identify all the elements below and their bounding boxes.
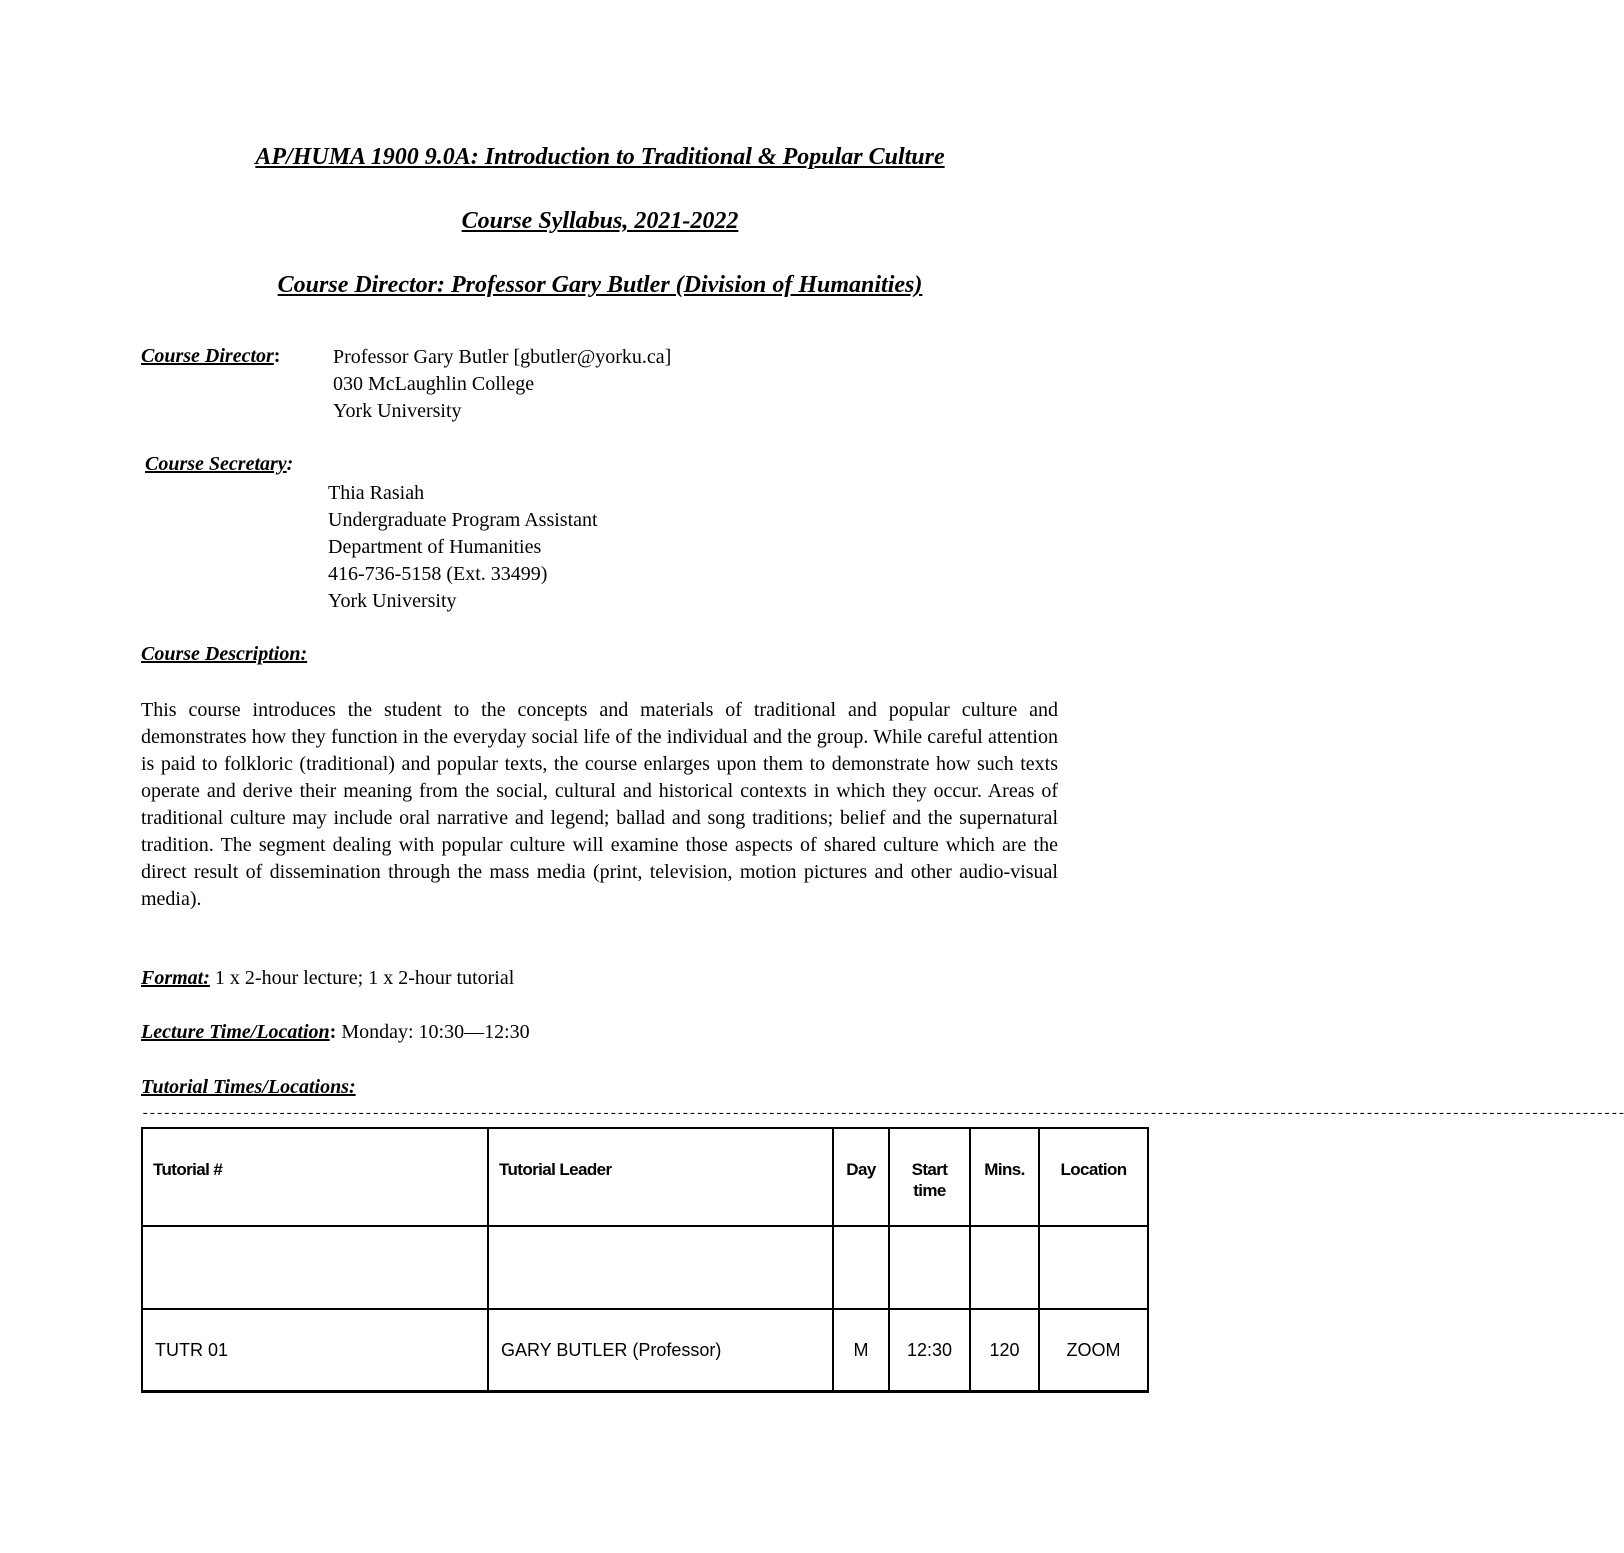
format-value: 1 x 2-hour lecture; 1 x 2-hour tutorial xyxy=(209,967,515,989)
director-name-email: Professor Gary Butler [gbutler@yorku.ca] xyxy=(333,346,672,368)
secretary-name: Thia Rasiah xyxy=(328,482,425,504)
director-office: 030 McLaughlin College xyxy=(333,373,535,395)
header-mins: Mins. xyxy=(970,1128,1039,1226)
format-row xyxy=(141,967,514,990)
syllabus-title: Course Syllabus, 2021-2022 xyxy=(461,208,739,234)
empty-cell xyxy=(833,1226,889,1309)
course-secretary-address xyxy=(328,480,598,615)
course-secretary-label-row xyxy=(145,453,293,476)
tutorial-table xyxy=(141,1127,1149,1393)
empty-cell xyxy=(142,1226,488,1309)
empty-cell xyxy=(970,1226,1039,1309)
table-header-row xyxy=(142,1128,1148,1226)
cell-tutorial-leader: GARY BUTLER (Professor) xyxy=(488,1309,833,1392)
course-director-address xyxy=(333,344,671,425)
header-day: Day xyxy=(833,1128,889,1226)
course-director-heading: Course Director: Professor Gary Butler (Division of Humanities) xyxy=(277,272,923,298)
course-title: AP/HUMA 1900 9.0A: Introduction to Traditional & Popular Culture xyxy=(255,144,945,170)
course-description-label: Course Description: xyxy=(141,643,308,665)
empty-cell xyxy=(889,1226,970,1309)
header-start-time: Start time xyxy=(889,1128,970,1226)
header-tutorial-leader: Tutorial Leader xyxy=(488,1128,833,1226)
course-director-label-row xyxy=(141,345,280,368)
tutorials-label: Tutorial Times/Locations: xyxy=(141,1076,356,1098)
empty-cell xyxy=(488,1226,833,1309)
lecture-colon: : xyxy=(329,1021,337,1043)
secretary-university: York University xyxy=(328,590,457,612)
header-tutorial-number: Tutorial # xyxy=(142,1128,488,1226)
lecture-row xyxy=(141,1021,530,1044)
course-secretary-colon: : xyxy=(286,453,294,475)
course-description-text: This course introduces the student to the concepts and materials of traditional and popular culture and demonstrates how they function in the everyday social life of the individual and the group. While careful attention is paid to folkloric (traditional) and popular texts, the course enlarges upon them to demonstrate how such texts operate and derive their meaning from the social, cultural and historical contexts in which they occur. Areas of traditional culture may include oral narrative and legend; ballad and song traditions; belief and the supernatural tradition. The segment dealing with popular culture will examine those aspects of shared culture which are the direct result of dissemination through the mass media (print, television, motion pictures and other audio-visual media). xyxy=(141,699,1058,910)
header-location: Location xyxy=(1039,1128,1148,1226)
cell-tutorial-number: TUTR 01 xyxy=(142,1309,488,1392)
course-director-label: Course Director xyxy=(141,345,274,367)
cell-day: M xyxy=(833,1309,889,1392)
lecture-label: Lecture Time/Location xyxy=(141,1021,330,1043)
director-university: York University xyxy=(333,400,462,422)
cell-location: ZOOM xyxy=(1039,1309,1148,1392)
format-label: Format: xyxy=(141,967,210,989)
cell-mins: 120 xyxy=(970,1309,1039,1392)
dashed-separator: -------------------------------------------------------------------------------------------------------------------------------------------------------------------------------------------------------------- xyxy=(141,1106,1624,1122)
table-row xyxy=(142,1309,1148,1392)
empty-cell xyxy=(1039,1226,1148,1309)
cell-start-time: 12:30 xyxy=(889,1309,970,1392)
lecture-value: Monday: 10:30—12:30 xyxy=(336,1021,530,1043)
table-row-empty xyxy=(142,1226,1148,1309)
secretary-title: Undergraduate Program Assistant xyxy=(328,509,598,531)
secretary-phone: 416-736-5158 (Ext. 33499) xyxy=(328,563,548,585)
secretary-department: Department of Humanities xyxy=(328,536,542,558)
course-secretary-label: Course Secretary xyxy=(145,453,287,475)
course-director-colon: : xyxy=(273,345,281,367)
